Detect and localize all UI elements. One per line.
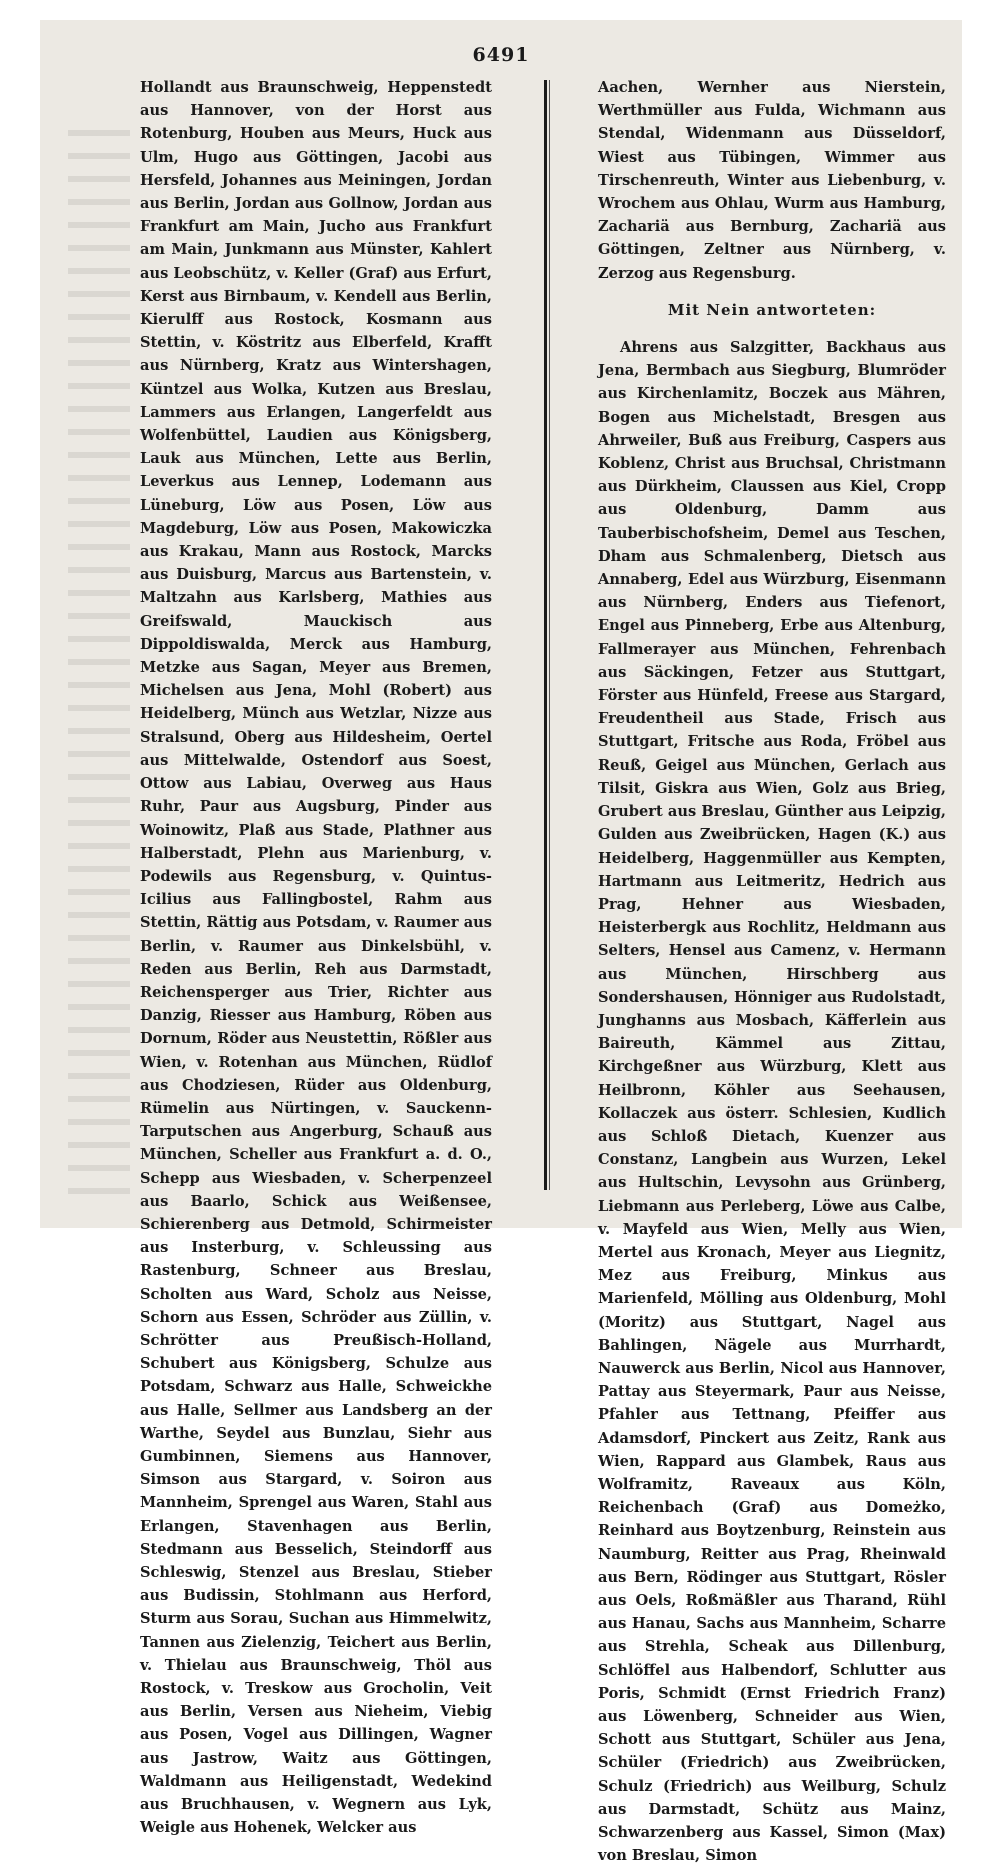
right-column	[598, 76, 946, 1865]
newspaper-page	[40, 20, 962, 1865]
column-rule-thin	[549, 80, 550, 1190]
left-column-text: Hollandt aus Braunschweig, Heppenstedt aus Hannover, von der Horst aus Rotenburg, Houben aus Meurs, Huck aus Ulm, Hugo aus Göttingen, Jacobi aus Hersfeld, Johannes aus Meiningen, Jordan aus Berlin, Jordan aus Gollnow, Jordan aus Frankfurt am Main, Jucho aus Frankfurt am Main, Junkmann aus Münster, Kahlert aus Leobschütz, v. Keller (Graf) aus Erfurt, Kerst aus Birnbaum, v. Kendell aus Berlin, Kierulff aus Rostock, Kosmann aus Stettin, v. Köstritz aus Elberfeld, Krafft aus Nürnberg, Kratz aus Wintershagen, Küntzel aus Wolka, Kutzen aus Breslau, Lammers aus Erlangen, Langerfeldt aus Wolfenbüttel, Laudien aus Königsberg, Lauk aus München, Lette aus Berlin, Leverkus aus Lennep, Lodemann aus Lüneburg, Löw aus Posen, Löw aus Magdeburg, Löw aus Posen, Makowiczka aus Krakau, Mann aus Rostock, Marcks aus Duisburg, Marcus aus Bartenstein, v. Maltzahn aus Karlsberg, Mathies aus Greifswald, Mauckisch aus Dippoldiswalda, Merck aus Hamburg, Metzke aus Sagan, Meyer aus Bremen, Michelsen aus Jena, Mohl (Robert) aus Heidelberg, Münch aus Wetzlar, Nizze aus Stralsund, Oberg aus Hildesheim, Oertel aus Mittelwalde, Ostendorf aus Soest, Ottow aus Labiau, Overweg aus Haus Ruhr, Paur aus Augsburg, Pinder aus Woinowitz, Plaß aus Stade, Plathner aus Halberstadt, Plehn aus Marienburg, v. Podewils aus Regensburg, v. Quintus-Icilius aus Fallingbostel, Rahm aus Stettin, Rättig aus Potsdam, v. Raumer aus Berlin, v. Raumer aus Dinkelsbühl, v. Reden aus Berlin, Reh aus Darmstadt, Reichensperger aus Trier, Richter aus Danzig, Riesser aus Hamburg, Röben aus Dornum, Röder aus Neustettin, Rößler aus Wien, v. Rotenhan aus München, Rüdlof aus Chodziesen, Rüder aus Oldenburg, Rümelin aus Nürtingen, v. Sauckenn-Tarputschen aus Angerburg, Schauß aus München, Scheller aus Frankfurt a. d. O., Schepp aus Wiesbaden, v. Scherpenzeel aus Baarlo, Schick aus Weißensee, Schierenberg aus Detmold, Schirmeister aus Insterburg, v. Schleussing aus Rastenburg, Schneer aus Breslau, Scholten aus Ward, Scholz aus Neisse, Schorn aus Essen, Schröder aus Züllin, v. Schrötter aus Preußisch-Holland, Schubert aus Königsberg, Schulze aus Potsdam, Schwarz aus Halle, Schweickhe aus Halle, Sellmer aus Landsberg an der Warthe, Seydel aus Bunzlau, Siehr aus Gumbinnen, Siemens aus Hannover, Simson aus Stargard, v. Soiron aus Mannheim, Sprengel aus Waren, Stahl aus Erlangen, Stavenhagen aus Berlin, Stedmann aus Besselich, Steindorff aus Schleswig, Stenzel aus Breslau, Stieber aus Budissin, Stohlmann aus Herford, Sturm aus Sorau, Suchan aus Himmelwitz, Tannen aus Zielenzig, Teichert aus Berlin, v. Thielau aus Braunschweig, Thöl aus Rostock, v. Treskow aus Grocholin, Veit aus Berlin, Versen aus Nieheim, Viebig aus Posen, Vogel aus Dillingen, Wagner aus Jastrow, Waitz aus Göttingen, Waldmann aus Heiligenstadt, Wedekind aus Bruchhausen, v. Wegnern aus Lyk, Weigle aus Hohenek, Welcker aus	[140, 79, 492, 1837]
page-number: 6491	[472, 44, 530, 66]
column-rule	[544, 80, 547, 1190]
right-column-text: Ahrens aus Salzgitter, Backhaus aus Jena, Bermbach aus Siegburg, Blumröder aus Kirchenlamitz, Boczek aus Mähren, Bogen aus Michelstadt, Bresgen aus Ahrweiler, Buß aus Freiburg, Caspers aus Koblenz, Christ aus Bruchsal, Christmann aus Dürkheim, Claussen aus Kiel, Cropp aus Oldenburg, Damm aus Tauberbischofsheim, Demel aus Teschen, Dham aus Schmalenberg, Dietsch aus Annaberg, Edel aus Würzburg, Eisenmann aus Nürnberg, Enders aus Tiefenort, Engel aus Pinneberg, Erbe aus Altenburg, Fallmerayer aus München, Fehrenbach aus Säckingen, Fetzer aus Stuttgart, Förster aus Hünfeld, Freese aus Stargard, Freudentheil aus Stade, Frisch aus Stuttgart, Fritsche aus Roda, Fröbel aus Reuß, Geigel aus München, Gerlach aus Tilsit, Giskra aus Wien, Golz aus Brieg, Grubert aus Breslau, Günther aus Leipzig, Gulden aus Zweibrücken, Hagen (K.) aus Heidelberg, Haggenmüller aus Kempten, Hartmann aus Leitmeritz, Hedrich aus Prag, Hehner aus Wiesbaden, Heisterbergk aus Rochlitz, Heldmann aus Selters, Hensel aus Camenz, v. Hermann aus München, Hirschberg aus Sondershausen, Hönniger aus Rudolstadt, Junghanns aus Mosbach, Käfferlein aus Baireuth, Kämmel aus Zittau, Kirchgeßner aus Würzburg, Klett aus Heilbronn, Köhler aus Seehausen, Kollaczek aus österr. Schlesien, Kudlich aus Schloß Dietach, Kuenzer aus Constanz, Langbein aus Wurzen, Lekel aus Hultschin, Levysohn aus Grünberg, Liebmann aus Perleberg, Löwe aus Calbe, v. Mayfeld aus Wien, Melly aus Wien, Mertel aus Kronach, Meyer aus Liegnitz, Mez aus Freiburg, Minkus aus Marienfeld, Mölling aus Oldenburg, Mohl (Moritz) aus Stuttgart, Nagel aus Bahlingen, Nägele aus Murrhardt, Nauwerck aus Berlin, Nicol aus Hannover, Pattay aus Steyermark, Paur aus Neisse, Pfahler aus Tettnang, Pfeiffer aus Adamsdorf, Pinckert aus Zeitz, Rank aus Wien, Rappard aus Glambek, Raus aus Wolframitz, Raveaux aus Köln, Reichenbach (Graf) aus Domeżko, Reinhard aus Boytzenburg, Reinstein aus Naumburg, Reitter aus Prag, Rheinwald aus Bern, Rödinger aus Stuttgart, Rösler aus Oels, Roßmäßler aus Tharand, Rühl aus Hanau, Sachs aus Mannheim, Scharre aus Strehla, Scheak aus Dillenburg, Schlöffel aus Halbendorf, Schlutter aus Poris, Schmidt (Ernst Friedrich Franz) aus Löwenberg, Schneider aus Wien, Schott aus Stuttgart, Schüler aus Jena, Schüler (Friedrich) aus Zweibrücken, Schulz (Friedrich) aus Weilburg, Schulz aus Darmstadt, Schütz aus Mainz, Schwarzenberg aus Kassel, Simon (Max) von Breslau, Simon	[598, 339, 946, 1865]
left-column	[140, 76, 492, 1837]
bleed-through-left-margin	[68, 116, 130, 1196]
right-column-intro: Aachen, Wernher aus Nierstein, Werthmüller aus Fulda, Wichmann aus Stendal, Widenmann aus Düsseldorf, Wiest aus Tübingen, Wimmer aus Tirschenreuth, Winter aus Liebenburg, v. Wrochem aus Ohlau, Wurm aus Hamburg, Zachariä aus Bernburg, Zachariä aus Göttingen, Zeltner aus Nürnberg, v. Zerzog aus Regensburg.	[598, 79, 946, 282]
section-heading-nein: Mit Nein antworteten:	[667, 300, 877, 319]
